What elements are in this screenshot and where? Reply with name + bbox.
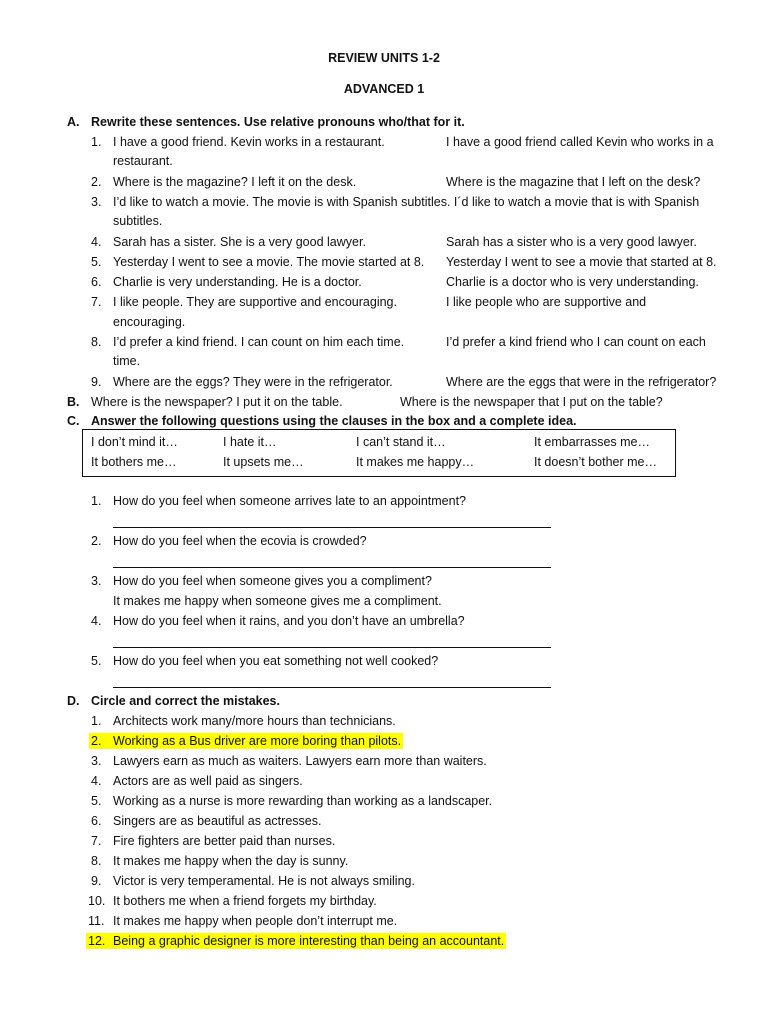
d7-number: 7.	[91, 834, 102, 848]
section-d-letter: D.	[67, 694, 80, 708]
section-b-letter: B.	[67, 395, 80, 409]
c4-answer-line[interactable]	[113, 647, 551, 648]
a2-question: Where is the magazine? I left it on the desk.	[113, 175, 357, 189]
d6-text: Singers are as beautiful as actresses.	[113, 814, 322, 828]
clause-cell: I don’t mind it…	[91, 435, 178, 449]
c4-number: 4.	[91, 614, 102, 628]
a1-question: I have a good friend. Kevin works in a restaurant.	[113, 135, 385, 149]
a6-number: 6.	[91, 275, 102, 289]
d1-text: Architects work many/more hours than technicians.	[113, 714, 396, 728]
a4-question: Sarah has a sister. She is a very good lawyer.	[113, 235, 366, 249]
d4-text: Actors are as well paid as singers.	[113, 774, 303, 788]
clause-cell: I can’t stand it…	[356, 435, 446, 449]
a6-answer: Charlie is a doctor who is very understanding.	[446, 275, 699, 289]
d3-text: Lawyers earn as much as waiters. Lawyers earn more than waiters.	[113, 754, 487, 768]
d5-number: 5.	[91, 794, 102, 808]
section-a-letter: A.	[67, 115, 80, 129]
a9-question: Where are the eggs? They were in the refrigerator.	[113, 375, 393, 389]
c2-question: How do you feel when the ecovia is crowded?	[113, 534, 367, 548]
clause-cell: It embarrasses me…	[534, 435, 651, 449]
d11-text: It makes me happy when people don’t interrupt me.	[113, 914, 398, 928]
d2-number: 2.	[89, 733, 109, 749]
section-a-instruction: Rewrite these sentences. Use relative pronouns who/that for it.	[91, 115, 465, 129]
clause-box	[82, 429, 676, 477]
d2-text: Working as a Bus driver are more boring than pilots.	[109, 733, 403, 749]
a3-number: 3.	[91, 195, 102, 209]
clause-cell: It makes me happy…	[356, 455, 475, 469]
section-b-question: Where is the newspaper? I put it on the table.	[91, 395, 343, 409]
a6-question: Charlie is very understanding. He is a doctor.	[113, 275, 362, 289]
a2-number: 2.	[91, 175, 102, 189]
c3-question: How do you feel when someone gives you a compliment?	[113, 574, 432, 588]
a5-number: 5.	[91, 255, 102, 269]
a4-number: 4.	[91, 235, 102, 249]
clause-cell: I hate it…	[223, 435, 277, 449]
d7-text: Fire fighters are better paid than nurses.	[113, 834, 336, 848]
d6-number: 6.	[91, 814, 102, 828]
a4-answer: Sarah has a sister who is a very good lawyer.	[446, 235, 697, 249]
c3-number: 3.	[91, 574, 102, 588]
d5-text: Working as a nurse is more rewarding than working as a landscaper.	[113, 794, 493, 808]
page-title: REVIEW UNITS 1-2	[328, 51, 440, 65]
d12-text: Being a graphic designer is more interesting than being an accountant.	[110, 933, 506, 949]
a8-continuation: time.	[113, 354, 141, 368]
d10-number: 10.	[88, 894, 106, 908]
d1-number: 1.	[91, 714, 102, 728]
a8-question: I’d prefer a kind friend. I can count on him each time.	[113, 335, 405, 349]
a7-continuation: encouraging.	[113, 315, 186, 329]
a9-answer: Where are the eggs that were in the refrigerator?	[446, 375, 717, 389]
d9-text: Victor is very temperamental. He is not always smiling.	[113, 874, 415, 888]
d10-text: It bothers me when a friend forgets my birthday.	[113, 894, 377, 908]
a7-number: 7.	[91, 295, 102, 309]
a3-question: I’d like to watch a movie. The movie is with Spanish subtitles. I´d like to watch a movie that is with Spanish	[113, 195, 700, 209]
a9-number: 9.	[91, 375, 102, 389]
clause-cell: It bothers me…	[91, 455, 177, 469]
a7-answer: I like people who are supportive and	[446, 295, 647, 309]
d12-number: 12.	[86, 933, 110, 949]
c4-question: How do you feel when it rains, and you don’t have an umbrella?	[113, 614, 465, 628]
d11-number: 11.	[88, 914, 105, 928]
d9-number: 9.	[91, 874, 102, 888]
section-b-answer: Where is the newspaper that I put on the table?	[400, 395, 663, 409]
a5-answer: Yesterday I went to see a movie that started at 8.	[446, 255, 717, 269]
c2-answer-line[interactable]	[113, 567, 551, 568]
c5-answer-line[interactable]	[113, 687, 551, 688]
section-c-instruction: Answer the following questions using the clauses in the box and a complete idea.	[91, 414, 577, 428]
d8-number: 8.	[91, 854, 102, 868]
d8-text: It makes me happy when the day is sunny.	[113, 854, 349, 868]
c5-question: How do you feel when you eat something not well cooked?	[113, 654, 439, 668]
a7-question: I like people. They are supportive and encouraging.	[113, 295, 397, 309]
c3-answer: It makes me happy when someone gives me a compliment.	[113, 594, 442, 608]
a8-number: 8.	[91, 335, 102, 349]
page-subtitle: ADVANCED 1	[343, 82, 425, 96]
a2-answer: Where is the magazine that I left on the desk?	[446, 175, 701, 189]
c1-question: How do you feel when someone arrives late to an appointment?	[113, 494, 466, 508]
a1-continuation: restaurant.	[113, 154, 173, 168]
d3-number: 3.	[91, 754, 102, 768]
c1-number: 1.	[91, 494, 102, 508]
c1-answer-line[interactable]	[113, 527, 551, 528]
a1-answer: I have a good friend called Kevin who works in a	[446, 135, 714, 149]
c2-number: 2.	[91, 534, 102, 548]
a5-question: Yesterday I went to see a movie. The movie started at 8.	[113, 255, 425, 269]
clause-cell: It doesn’t bother me…	[534, 455, 657, 469]
a3-continuation: subtitles.	[113, 214, 163, 228]
a1-number: 1.	[91, 135, 102, 149]
d4-number: 4.	[91, 774, 102, 788]
clause-cell: It upsets me…	[223, 455, 304, 469]
a8-answer: I’d prefer a kind friend who I can count on each	[446, 335, 706, 349]
section-d-instruction: Circle and correct the mistakes.	[91, 694, 280, 708]
section-c-letter: C.	[67, 414, 80, 428]
c5-number: 5.	[91, 654, 102, 668]
